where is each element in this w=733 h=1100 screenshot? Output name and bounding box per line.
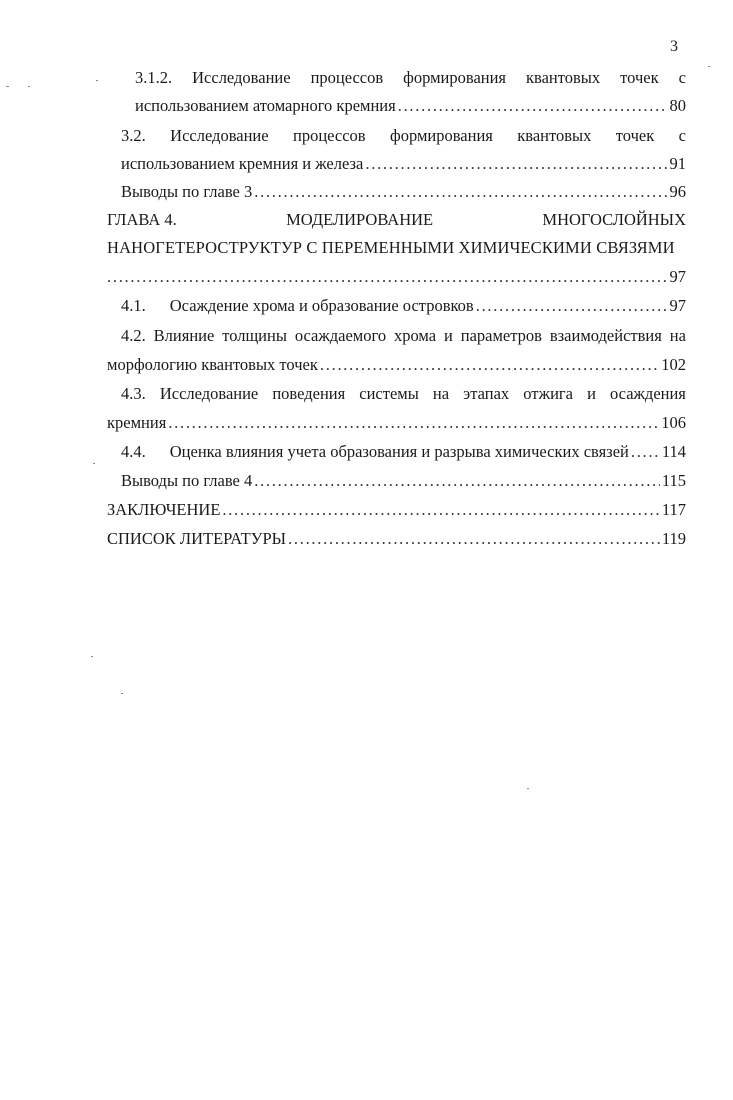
toc-entry-number: 4.1. (121, 296, 146, 315)
toc-entry-3-1-2-line2 (135, 96, 686, 116)
toc-page: 80 (669, 96, 686, 115)
toc-title: Выводы по главе 3 (121, 182, 253, 201)
toc-word: точек (620, 68, 659, 87)
toc-entry-4-2-line2 (107, 355, 686, 375)
toc-page: 106 (661, 413, 686, 432)
toc-word: с (678, 68, 686, 87)
toc-title: СПИСОК ЛИТЕРАТУРЫ (107, 529, 287, 548)
toc-word: Влияние (153, 326, 215, 345)
toc-entry-conclusions-3[interactable] (121, 182, 686, 202)
toc-chapter-4-line3 (107, 267, 686, 287)
toc-page: 97 (669, 267, 686, 286)
toc-word: Исследование (159, 384, 259, 403)
toc-word: формирования (390, 126, 493, 145)
toc-word: процессов (293, 126, 366, 145)
toc-title: ЗАКЛЮЧЕНИЕ (107, 500, 221, 519)
toc-entry-4-2-line1 (121, 326, 686, 346)
toc-entry-number: 3.2. (121, 126, 146, 145)
toc-page: 91 (669, 154, 686, 173)
dot-leader (222, 500, 659, 520)
toc-word: параметров (460, 326, 542, 345)
dot-leader (168, 413, 659, 433)
toc-page: 117 (661, 500, 686, 519)
toc-word: ГЛАВА 4. (107, 210, 177, 229)
toc-page: 114 (661, 442, 686, 461)
toc-word: осаждения (610, 384, 686, 403)
toc-entry-3-2-line1 (121, 126, 686, 146)
dot-leader (254, 471, 660, 491)
toc-title: морфологию квантовых точек (107, 355, 318, 374)
toc-title: использованием кремния и железа (121, 154, 364, 173)
toc-entry-conclusion[interactable] (107, 500, 686, 520)
toc-entry-references[interactable] (107, 529, 686, 549)
scan-speck (96, 80, 98, 81)
toc-word: системы (359, 384, 419, 403)
toc-word: на (432, 384, 450, 403)
toc-entry-4-1[interactable] (121, 296, 686, 316)
toc-entry-number: 3.1.2. (135, 68, 173, 87)
toc-word: взаимодействия (549, 326, 662, 345)
toc-title: Осаждение хрома и образование островков (169, 296, 474, 315)
toc-word: с (678, 126, 686, 145)
toc-entry-conclusions-4[interactable] (121, 471, 686, 491)
toc-word: хрома (394, 326, 437, 345)
scan-speck (708, 66, 710, 67)
toc-word: процессов (310, 68, 384, 87)
toc-word: МНОГОСЛОЙНЫХ (542, 210, 686, 229)
toc-word: точек (615, 126, 655, 145)
toc-title: использованием атомарного кремния (135, 96, 396, 115)
toc-word: квантовых (517, 126, 592, 145)
dot-leader (398, 96, 668, 116)
toc-title: Выводы по главе 4 (121, 471, 253, 490)
scan-speck (28, 86, 30, 87)
dot-leader (320, 355, 659, 375)
toc-page: 97 (669, 296, 686, 315)
dot-leader (107, 267, 668, 287)
scan-speck (121, 693, 123, 694)
scan-speck (527, 788, 529, 789)
dot-leader (365, 154, 667, 174)
toc-word: формирования (403, 68, 507, 87)
toc-page: 96 (669, 182, 686, 201)
toc-word: МОДЕЛИРОВАНИЕ (286, 210, 434, 229)
toc-entry-4-4[interactable] (121, 442, 686, 462)
toc-entry-number: 4.4. (121, 442, 146, 461)
toc-entry-number: 4.2. (121, 326, 146, 345)
scan-speck (6, 86, 9, 87)
scan-speck (91, 656, 93, 657)
toc-word: поведения (272, 384, 346, 403)
toc-entry-3-1-2-line1 (135, 68, 686, 88)
toc-word: отжига (523, 384, 574, 403)
toc-word: и (444, 326, 453, 345)
toc-word: Исследование (192, 68, 291, 87)
toc-word: на (669, 326, 686, 345)
toc-chapter-4-line2: НАНОГЕТЕРОСТРУКТУР С ПЕРЕМЕННЫМИ ХИМИЧЕСКИМИ СВЯЗЯМИ (107, 238, 675, 257)
dot-leader (288, 529, 660, 549)
toc-chapter-4-line1 (107, 210, 686, 230)
toc-entry-number: 4.3. (121, 384, 146, 403)
toc-word: квантовых (526, 68, 601, 87)
toc-entry-4-3-line1 (121, 384, 686, 404)
toc-word: Исследование (170, 126, 269, 145)
dot-leader (254, 182, 667, 202)
toc-entry-4-3-line2 (107, 413, 686, 433)
dot-leader (476, 296, 668, 316)
toc-word: осаждаемого (294, 326, 387, 345)
scan-speck (93, 463, 95, 464)
toc-entry-3-2-line2 (121, 154, 686, 174)
toc-title: кремния (107, 413, 167, 432)
toc-word: толщины (222, 326, 287, 345)
toc-page: 102 (661, 355, 686, 374)
toc-page: 119 (661, 529, 686, 548)
toc-word: и (587, 384, 596, 403)
dot-leader (631, 442, 660, 462)
toc-page: 115 (661, 471, 686, 490)
toc-title: Оценка влияния учета образования и разрыва химических связей (169, 442, 629, 461)
toc-word: этапах (463, 384, 510, 403)
page-number: 3 (670, 38, 678, 55)
